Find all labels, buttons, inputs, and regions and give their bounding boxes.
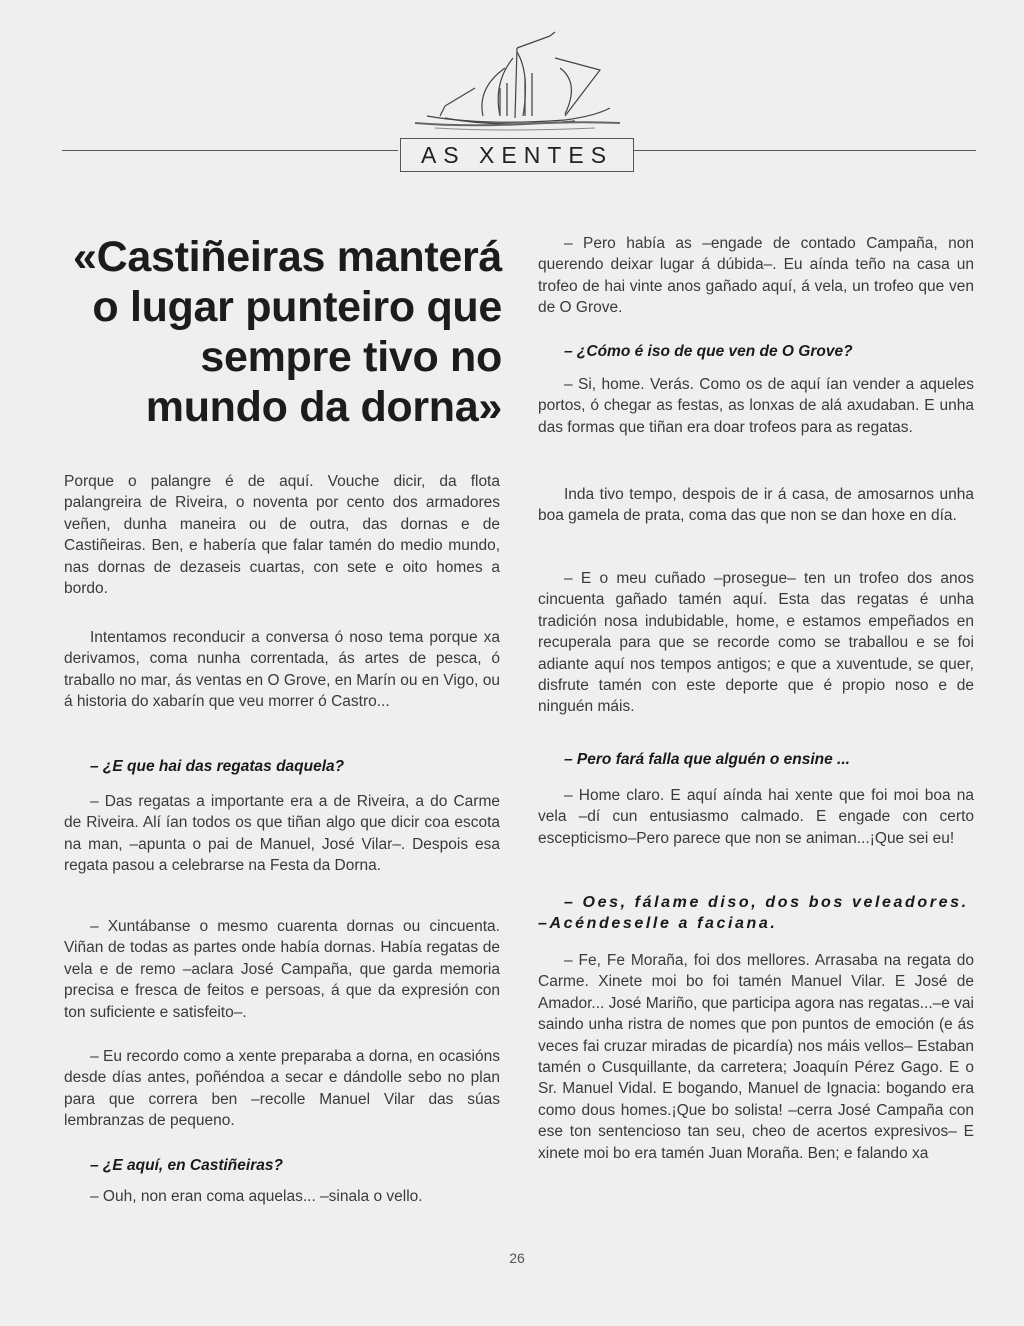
sailing-boat-illustration — [405, 28, 630, 133]
header-rule-right — [634, 150, 976, 151]
paragraph: – Eu recordo como a xente preparaba a dorna, en ocasións desde días antes, poñéndoa a secar e dándolle sebo no plan para que correra ben –recolle Manuel Vilar das súas lembranzas de pequeno. — [64, 1048, 500, 1130]
paragraph: – Home claro. E aquí aínda hai xente que foi moi boa na vela –dí cun entusiasmo calmado. E engade con certo escepticismo–Pero parece que non se animan...¡Que sei eu! — [538, 787, 974, 847]
interview-question: – ¿E que hai das regatas daquela? — [90, 758, 345, 775]
paragraph: – Ouh, non eran coma aquelas... –sinala o vello. — [90, 1188, 423, 1205]
interview-question: – ¿Cómo é iso de que ven de O Grove? — [564, 343, 853, 360]
interview-question: – ¿E aquí, en Castiñeiras? — [90, 1157, 283, 1174]
paragraph: – Si, home. Verás. Como os de aquí ían vender a aqueles portos, ó chegar as festas, as lonxas de alá axudaban. E unha das formas que tiñan era doar trofeos para as regatas. — [538, 376, 974, 436]
headline: «Castiñeiras manterá o lugar punteiro que sempre tivo no mundo da dorna» — [73, 233, 502, 431]
paragraph: Porque o palangre é de aquí. Vouche dicir, da flota palangreira de Riveira, o noventa por cento dos armadores veñen, dunha maneira ou de outra, das dornas e de Castiñeiras. Ben, e habería que falar tamén do medio mundo, nas dornas de dezaseis cuartas, con sete e oito homes a bordo. — [64, 473, 500, 598]
section-title: AS XENTES — [400, 138, 634, 172]
interview-question: – Oes, fálame diso, dos bos veleadores. –Acéndeselle a faciana. — [538, 894, 969, 932]
interview-question: – Pero fará falla que alguén o ensine ... — [564, 751, 850, 768]
paragraph: – Das regatas a importante era a de Riveira, a do Carme de Riveira. Alí ían todos os que tiñan algo que dicir coa escota na man, –apunta o pai de Manuel, José Vilar–. Despois esa regata pasou a celebrarse na Festa da Dorna. — [64, 793, 500, 875]
paragraph: – Pero había as –engade de contado Campaña, non querendo deixar lugar á dúbida–. Eu aínda teño na casa un trofeo de hai vinte anos gañado aquí, á vela, un trofeo que ven de O Grove. — [538, 235, 974, 317]
header-rule-left — [62, 150, 398, 151]
page-number: 26 — [509, 1250, 525, 1266]
paragraph: – Fe, Fe Moraña, foi dos mellores. Arrasaba na regata do Carme. Xinete moi bo foi tamén Manuel Vilar. E José de Amador... José Mariño, que participa agora nas regatas...–e vai saindo unha ristra de nomes que pon puntos de emoción (e ás veces fai cruzar miradas de picardía) nos máis vellos– Estaban tamén o Cusquillante, da carretera; Joaquín Pérez Gago. E o Sr. Manuel Vidal. E bogando, Manuel de Ignacia: bogando era como dous homes.¡Que bo solista! –cerra José Campaña con ese ton sentencioso tan seu, cheo de acertos expresivos– E xinete moi bo era tamén Juan Moraña. Ben; e falando xa — [538, 952, 974, 1162]
paragraph: Intentamos reconducir a conversa ó noso tema porque xa derivamos, coma nunha correntada, ás artes de pesca, ó traballo no mar, ás ventas en O Grove, en Marín ou en Vigo, ou á historia do xabarín que veu morrer ó Castro... — [64, 629, 500, 711]
paragraph: Inda tivo tempo, despois de ir á casa, de amosarnos unha boa gamela de prata, coma das que non se dan hoxe en día. — [538, 486, 974, 525]
paragraph: – Xuntábanse o mesmo cuarenta dornas ou cincuenta. Viñan de todas as partes onde había dornas. Había regatas de vela e de remo –aclara José Campaña, que garda memoria precisa e fresca de feitos e persoas, á que da expresión con ton suficiente e satisfeito–. — [64, 918, 500, 1021]
paragraph: – E o meu cuñado –prosegue– ten un trofeo dos anos cincuenta gañado tamén aquí. Esta das regatas é unha tradición nosa indubidable, home, e estamos empeñados en recuperala para que se recorde como se traballou e se foi adiante aquí nos tempos antigos; e que a xuventude, se quer, disfrute tamén con este deporte que é propio noso e de ninguén máis. — [538, 570, 974, 716]
